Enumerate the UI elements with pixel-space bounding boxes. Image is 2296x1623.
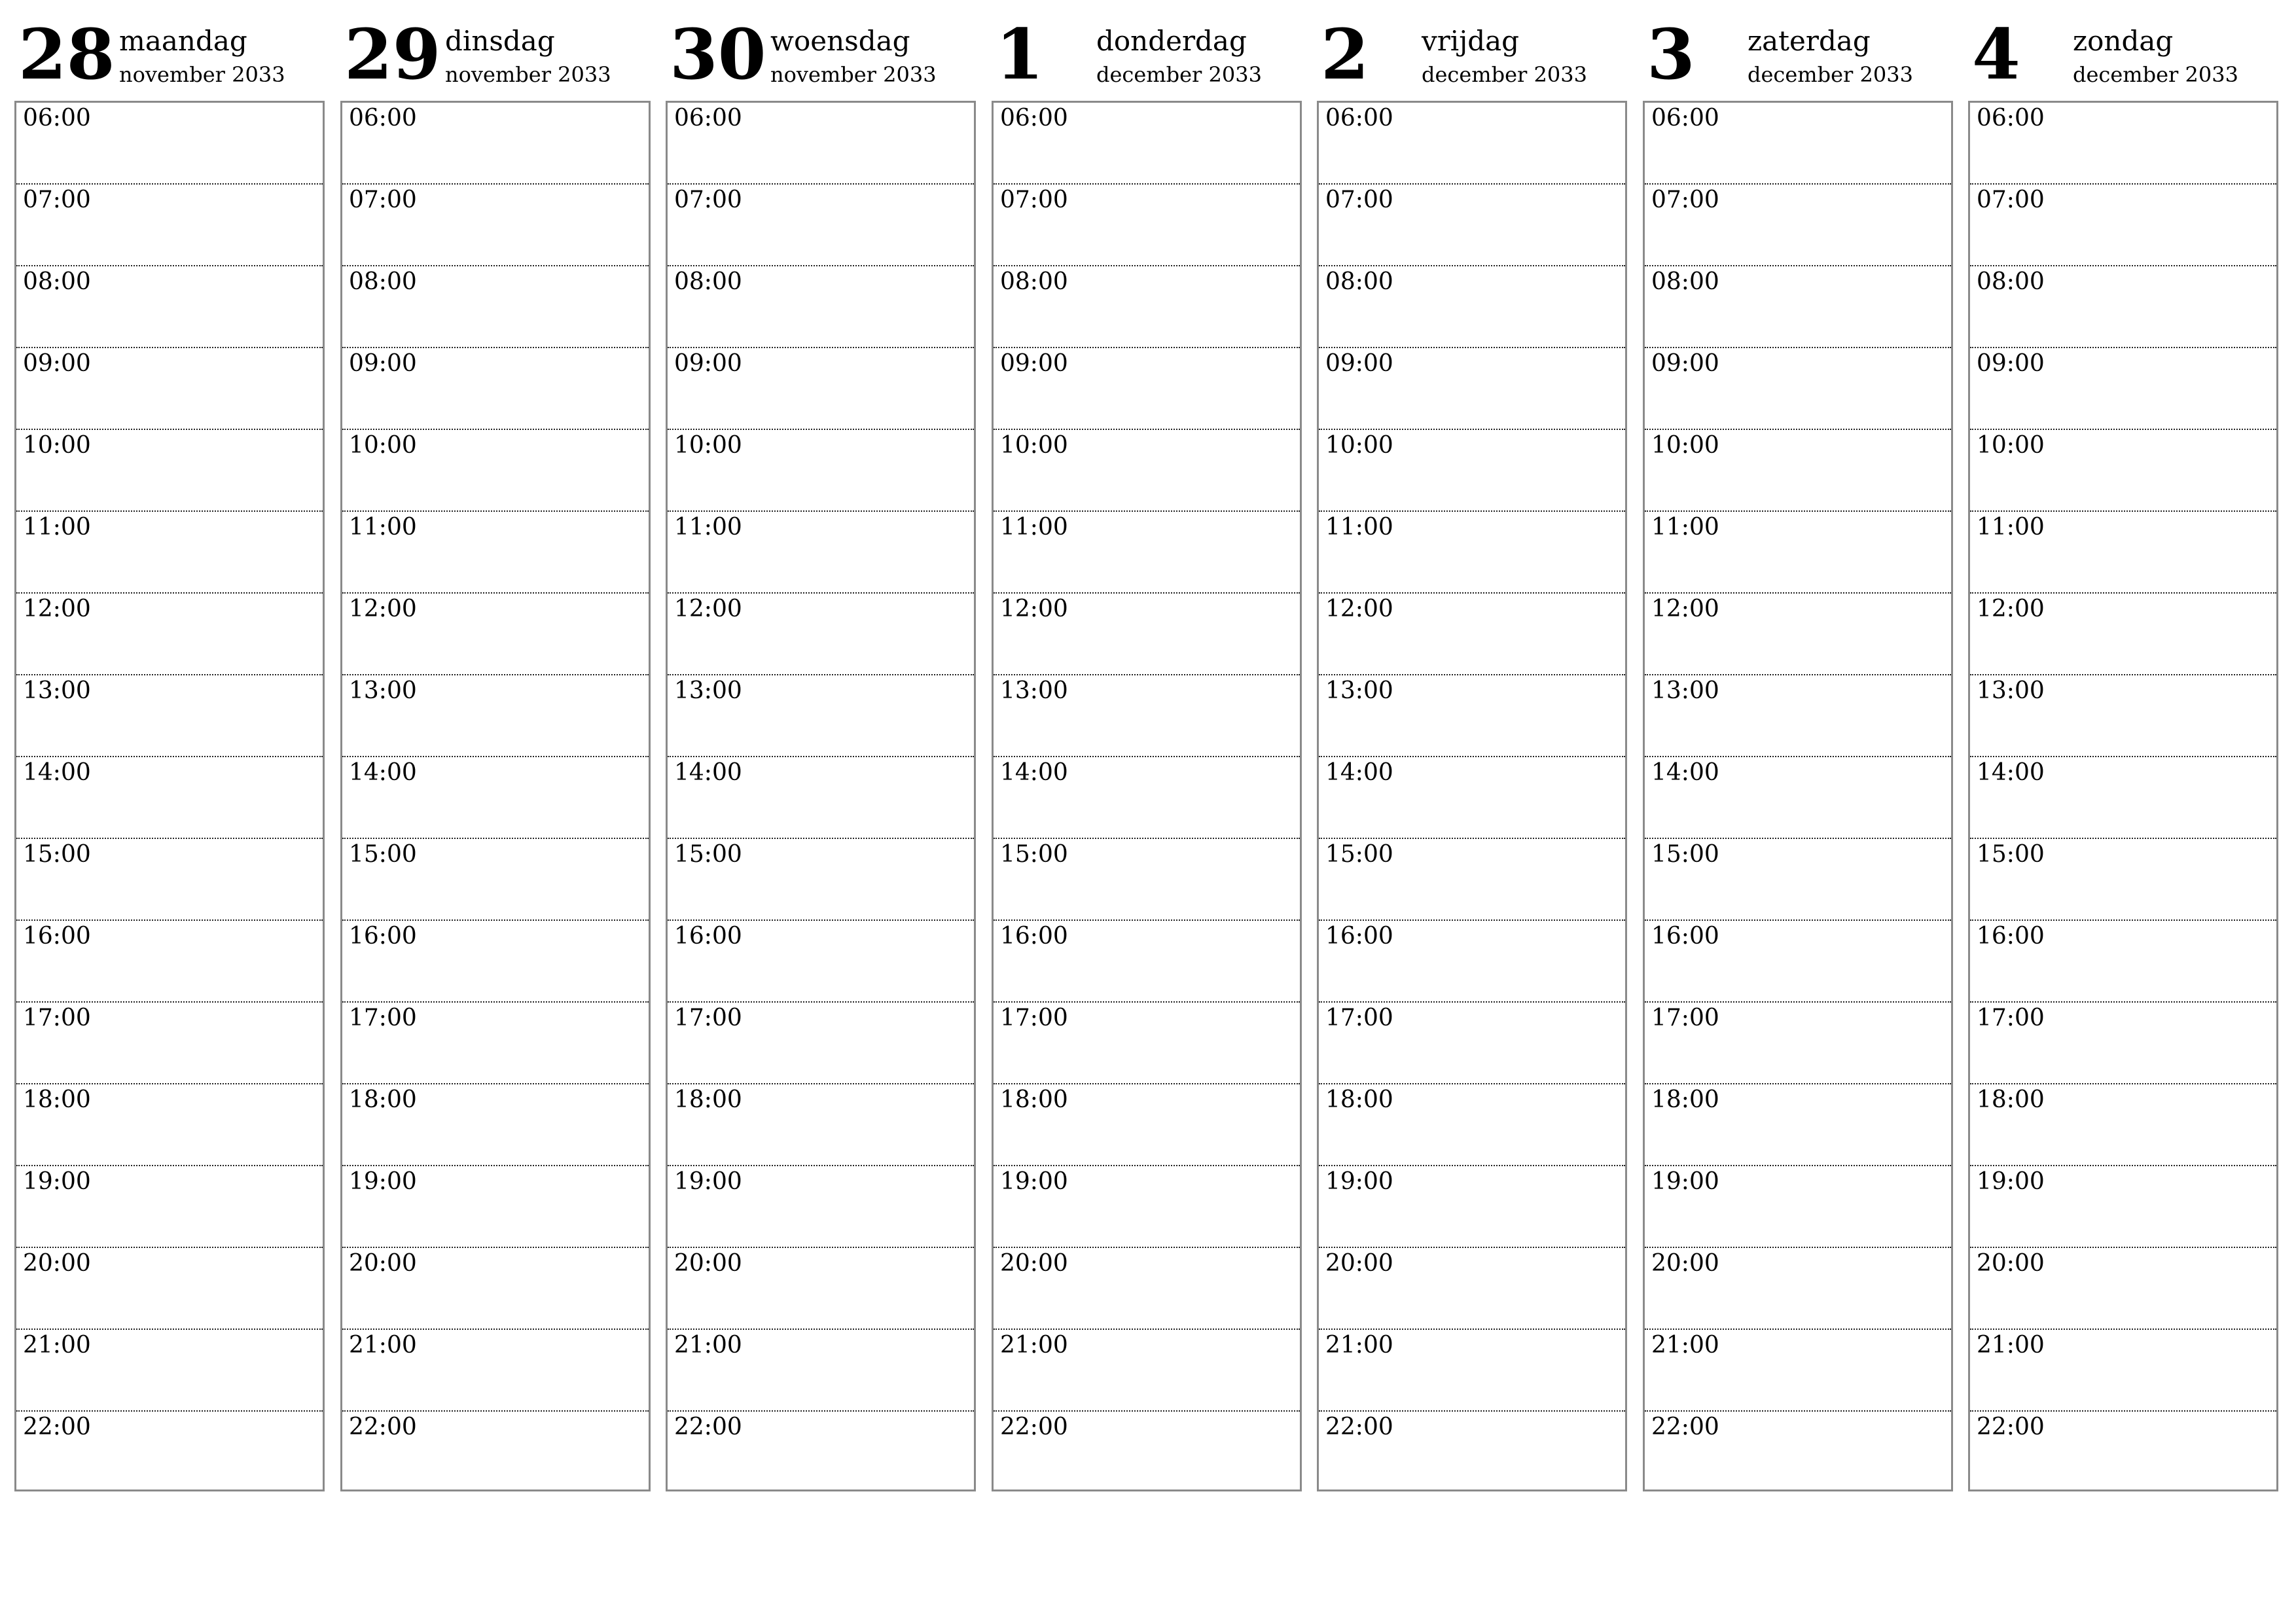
day-number: 29 — [344, 13, 441, 95]
hour-slot[interactable] — [1645, 512, 1951, 594]
hour-slot[interactable] — [994, 1248, 1300, 1330]
hour-label: 18:00 — [1651, 1086, 1719, 1113]
weekly-planner — [14, 14, 2292, 1507]
hour-label: 20:00 — [1325, 1250, 1393, 1277]
hour-slot[interactable] — [1645, 839, 1951, 921]
hour-slot[interactable] — [342, 1412, 649, 1493]
hour-slot[interactable] — [16, 103, 323, 185]
hour-label: 14:00 — [1977, 759, 2045, 786]
hour-slot[interactable] — [668, 266, 974, 348]
hour-label: 14:00 — [1325, 759, 1393, 786]
day-header — [1968, 14, 2281, 99]
hour-label: 14:00 — [674, 759, 742, 786]
hour-slot[interactable] — [342, 594, 649, 675]
hour-label: 17:00 — [1651, 1005, 1719, 1031]
hour-label: 09:00 — [1651, 350, 1719, 377]
hour-slot[interactable] — [1645, 1330, 1951, 1412]
hour-label: 09:00 — [349, 350, 417, 377]
hour-slot[interactable] — [16, 348, 323, 430]
hour-label: 15:00 — [349, 841, 417, 868]
day-schedule-box — [1968, 101, 2278, 1491]
hour-slot[interactable] — [994, 1003, 1300, 1084]
month-year: december 2033 — [1096, 62, 1262, 87]
hour-slot[interactable] — [668, 675, 974, 757]
hour-slot[interactable] — [668, 512, 974, 594]
hour-slot[interactable] — [16, 185, 323, 266]
hour-slot[interactable] — [994, 1084, 1300, 1166]
hour-slot[interactable] — [1970, 430, 2276, 512]
day-column — [14, 14, 327, 1507]
hour-label: 17:00 — [1000, 1005, 1068, 1031]
hour-label: 10:00 — [349, 432, 417, 459]
month-year: december 2033 — [1422, 62, 1587, 87]
hour-slot[interactable] — [1319, 1166, 1625, 1248]
hour-label: 18:00 — [1000, 1086, 1068, 1113]
hour-label: 10:00 — [674, 432, 742, 459]
hour-slot[interactable] — [994, 103, 1300, 185]
hour-slot[interactable] — [1319, 1330, 1625, 1412]
hour-label: 11:00 — [1651, 514, 1719, 541]
hour-slot[interactable] — [668, 103, 974, 185]
hour-slot[interactable] — [1319, 103, 1625, 185]
hour-label: 13:00 — [1000, 677, 1068, 704]
day-header — [14, 14, 327, 99]
hour-label: 06:00 — [1977, 105, 2045, 132]
hour-label: 06:00 — [349, 105, 417, 132]
hour-label: 10:00 — [1325, 432, 1393, 459]
hour-label: 13:00 — [674, 677, 742, 704]
day-column — [1317, 14, 1630, 1507]
hour-slot[interactable] — [994, 266, 1300, 348]
hour-slot[interactable] — [1319, 1248, 1625, 1330]
hour-slot[interactable] — [1970, 1003, 2276, 1084]
hour-label: 11:00 — [1977, 514, 2045, 541]
hour-label: 10:00 — [23, 432, 91, 459]
hour-label: 13:00 — [1977, 677, 2045, 704]
day-header — [340, 14, 653, 99]
hour-slot[interactable] — [1645, 103, 1951, 185]
hour-label: 14:00 — [1000, 759, 1068, 786]
day-number: 2 — [1321, 13, 1369, 95]
hour-slot[interactable] — [1970, 103, 2276, 185]
hour-label: 07:00 — [674, 187, 742, 213]
hour-slot[interactable] — [1645, 1248, 1951, 1330]
hour-label: 10:00 — [1977, 432, 2045, 459]
day-schedule-box — [666, 101, 976, 1491]
hour-slot[interactable] — [1319, 757, 1625, 839]
hour-slot[interactable] — [994, 512, 1300, 594]
hour-label: 06:00 — [674, 105, 742, 132]
hour-slot[interactable] — [16, 675, 323, 757]
hour-label: 16:00 — [1325, 923, 1393, 950]
hour-slot[interactable] — [342, 839, 649, 921]
hour-label: 17:00 — [1325, 1005, 1393, 1031]
hour-label: 19:00 — [674, 1168, 742, 1195]
hour-slot[interactable] — [342, 103, 649, 185]
hour-label: 19:00 — [1000, 1168, 1068, 1195]
hour-label: 21:00 — [1325, 1332, 1393, 1359]
hour-slot[interactable] — [1319, 594, 1625, 675]
month-year: december 2033 — [1748, 62, 1913, 87]
hour-label: 15:00 — [1977, 841, 2045, 868]
hour-slot[interactable] — [1319, 430, 1625, 512]
hour-label: 21:00 — [1651, 1332, 1719, 1359]
hour-slot[interactable] — [1970, 185, 2276, 266]
hour-slot[interactable] — [1970, 512, 2276, 594]
hour-slot[interactable] — [1319, 348, 1625, 430]
hour-slot[interactable] — [1645, 430, 1951, 512]
hour-label: 22:00 — [1000, 1414, 1068, 1440]
hour-label: 07:00 — [23, 187, 91, 213]
hour-label: 18:00 — [23, 1086, 91, 1113]
day-column — [1643, 14, 1956, 1507]
day-column — [666, 14, 978, 1507]
hour-label: 08:00 — [1000, 268, 1068, 295]
hour-label: 14:00 — [23, 759, 91, 786]
hour-slot[interactable] — [668, 921, 974, 1003]
hour-slot[interactable] — [16, 839, 323, 921]
hour-label: 20:00 — [1651, 1250, 1719, 1277]
hour-slot[interactable] — [1970, 1084, 2276, 1166]
hour-label: 16:00 — [1651, 923, 1719, 950]
hour-label: 16:00 — [1977, 923, 2045, 950]
hour-slot[interactable] — [342, 430, 649, 512]
hour-slot[interactable] — [668, 1248, 974, 1330]
hour-slot[interactable] — [994, 921, 1300, 1003]
hour-slot[interactable] — [16, 1166, 323, 1248]
hour-label: 15:00 — [1651, 841, 1719, 868]
hour-slot[interactable] — [1319, 921, 1625, 1003]
hour-slot[interactable] — [16, 1084, 323, 1166]
hour-slot[interactable] — [1645, 757, 1951, 839]
hour-label: 08:00 — [1977, 268, 2045, 295]
hour-slot[interactable] — [342, 512, 649, 594]
weekday-name: zaterdag — [1748, 25, 1871, 57]
hour-label: 07:00 — [1000, 187, 1068, 213]
hour-slot[interactable] — [668, 348, 974, 430]
hour-slot[interactable] — [1970, 348, 2276, 430]
hour-slot[interactable] — [1970, 1166, 2276, 1248]
hour-slot[interactable] — [342, 348, 649, 430]
hour-label: 08:00 — [674, 268, 742, 295]
hour-label: 10:00 — [1000, 432, 1068, 459]
hour-slot[interactable] — [342, 1248, 649, 1330]
hour-slot[interactable] — [1319, 675, 1625, 757]
hour-slot[interactable] — [342, 921, 649, 1003]
hour-label: 11:00 — [1000, 514, 1068, 541]
hour-slot[interactable] — [1970, 921, 2276, 1003]
hour-label: 21:00 — [1977, 1332, 2045, 1359]
hour-label: 17:00 — [674, 1005, 742, 1031]
hour-label: 06:00 — [1000, 105, 1068, 132]
hour-slot[interactable] — [668, 594, 974, 675]
hour-slot[interactable] — [994, 675, 1300, 757]
hour-label: 12:00 — [349, 596, 417, 622]
day-schedule-box — [340, 101, 651, 1491]
hour-slot[interactable] — [342, 757, 649, 839]
hour-slot[interactable] — [1645, 348, 1951, 430]
hour-slot[interactable] — [1319, 839, 1625, 921]
hour-label: 08:00 — [23, 268, 91, 295]
hour-slot[interactable] — [1970, 1248, 2276, 1330]
hour-label: 11:00 — [674, 514, 742, 541]
day-number: 1 — [996, 13, 1044, 95]
hour-slot[interactable] — [1970, 757, 2276, 839]
hour-slot[interactable] — [16, 1412, 323, 1493]
hour-label: 13:00 — [1325, 677, 1393, 704]
hour-label: 17:00 — [1977, 1005, 2045, 1031]
hour-label: 15:00 — [23, 841, 91, 868]
day-number: 4 — [1972, 13, 2020, 95]
hour-label: 21:00 — [349, 1332, 417, 1359]
day-schedule-box — [14, 101, 325, 1491]
day-number: 28 — [18, 13, 115, 95]
hour-label: 22:00 — [1651, 1414, 1719, 1440]
hour-label: 12:00 — [23, 596, 91, 622]
hour-slot[interactable] — [668, 1166, 974, 1248]
weekday-name: maandag — [119, 25, 247, 57]
hour-label: 19:00 — [1977, 1168, 2045, 1195]
hour-slot[interactable] — [1645, 1412, 1951, 1493]
hour-label: 17:00 — [349, 1005, 417, 1031]
weekday-name: donderdag — [1096, 25, 1247, 57]
day-schedule-box — [1643, 101, 1953, 1491]
hour-slot[interactable] — [16, 1003, 323, 1084]
hour-label: 07:00 — [349, 187, 417, 213]
hour-label: 12:00 — [1325, 596, 1393, 622]
hour-slot[interactable] — [1970, 266, 2276, 348]
hour-label: 13:00 — [1651, 677, 1719, 704]
hour-slot[interactable] — [342, 675, 649, 757]
hour-label: 06:00 — [23, 105, 91, 132]
hour-label: 06:00 — [1325, 105, 1393, 132]
weekday-name: vrijdag — [1422, 25, 1520, 57]
hour-label: 15:00 — [674, 841, 742, 868]
hour-label: 22:00 — [1977, 1414, 2045, 1440]
day-column — [1968, 14, 2281, 1507]
hour-slot[interactable] — [994, 348, 1300, 430]
hour-label: 17:00 — [23, 1005, 91, 1031]
hour-label: 16:00 — [674, 923, 742, 950]
hour-slot[interactable] — [1970, 1412, 2276, 1493]
hour-label: 09:00 — [1325, 350, 1393, 377]
hour-slot[interactable] — [16, 1248, 323, 1330]
hour-label: 11:00 — [23, 514, 91, 541]
hour-label: 11:00 — [349, 514, 417, 541]
hour-slot[interactable] — [16, 430, 323, 512]
hour-slot[interactable] — [342, 1003, 649, 1084]
hour-slot[interactable] — [16, 594, 323, 675]
weekday-name: zondag — [2073, 25, 2174, 57]
hour-label: 13:00 — [23, 677, 91, 704]
hour-slot[interactable] — [994, 1330, 1300, 1412]
hour-slot[interactable] — [342, 266, 649, 348]
hour-slot[interactable] — [668, 1330, 974, 1412]
hour-label: 18:00 — [349, 1086, 417, 1113]
day-header — [666, 14, 978, 99]
hour-slot[interactable] — [668, 1412, 974, 1493]
hour-label: 16:00 — [23, 923, 91, 950]
hour-slot[interactable] — [1645, 1003, 1951, 1084]
hour-label: 09:00 — [674, 350, 742, 377]
hour-slot[interactable] — [994, 839, 1300, 921]
hour-slot[interactable] — [1970, 675, 2276, 757]
hour-label: 22:00 — [23, 1414, 91, 1440]
hour-label: 21:00 — [674, 1332, 742, 1359]
hour-label: 09:00 — [1977, 350, 2045, 377]
hour-slot[interactable] — [1319, 1003, 1625, 1084]
hour-slot[interactable] — [1319, 1412, 1625, 1493]
hour-label: 16:00 — [1000, 923, 1068, 950]
hour-slot[interactable] — [1319, 1084, 1625, 1166]
weekday-name: dinsdag — [445, 25, 555, 57]
hour-label: 16:00 — [349, 923, 417, 950]
hour-slot[interactable] — [1319, 512, 1625, 594]
hour-slot[interactable] — [16, 512, 323, 594]
hour-label: 21:00 — [1000, 1332, 1068, 1359]
hour-slot[interactable] — [1645, 185, 1951, 266]
hour-slot[interactable] — [668, 1003, 974, 1084]
month-year: november 2033 — [119, 62, 285, 87]
hour-label: 18:00 — [1977, 1086, 2045, 1113]
hour-label: 22:00 — [1325, 1414, 1393, 1440]
hour-label: 12:00 — [674, 596, 742, 622]
hour-label: 22:00 — [674, 1414, 742, 1440]
hour-label: 18:00 — [674, 1086, 742, 1113]
hour-slot[interactable] — [994, 1166, 1300, 1248]
hour-label: 15:00 — [1000, 841, 1068, 868]
hour-label: 22:00 — [349, 1414, 417, 1440]
day-number: 30 — [670, 13, 766, 95]
hour-label: 10:00 — [1651, 432, 1719, 459]
hour-label: 12:00 — [1000, 596, 1068, 622]
hour-slot[interactable] — [1645, 1166, 1951, 1248]
day-number: 3 — [1647, 13, 1695, 95]
hour-label: 12:00 — [1651, 596, 1719, 622]
hour-label: 07:00 — [1325, 187, 1393, 213]
hour-slot[interactable] — [342, 185, 649, 266]
hour-label: 08:00 — [1325, 268, 1393, 295]
day-header — [1643, 14, 1956, 99]
hour-slot[interactable] — [668, 839, 974, 921]
hour-slot[interactable] — [16, 757, 323, 839]
hour-label: 09:00 — [1000, 350, 1068, 377]
hour-label: 21:00 — [23, 1332, 91, 1359]
hour-label: 20:00 — [1000, 1250, 1068, 1277]
day-header — [1317, 14, 1630, 99]
hour-slot[interactable] — [1319, 266, 1625, 348]
hour-slot[interactable] — [994, 185, 1300, 266]
day-header — [992, 14, 1304, 99]
hour-label: 20:00 — [23, 1250, 91, 1277]
hour-label: 11:00 — [1325, 514, 1393, 541]
hour-slot[interactable] — [994, 757, 1300, 839]
hour-slot[interactable] — [668, 757, 974, 839]
day-column — [992, 14, 1304, 1507]
hour-label: 19:00 — [23, 1168, 91, 1195]
hour-label: 20:00 — [1977, 1250, 2045, 1277]
hour-slot[interactable] — [1645, 266, 1951, 348]
day-schedule-box — [1317, 101, 1627, 1491]
hour-slot[interactable] — [1645, 594, 1951, 675]
month-year: december 2033 — [2073, 62, 2238, 87]
hour-label: 12:00 — [1977, 596, 2045, 622]
hour-label: 14:00 — [1651, 759, 1719, 786]
hour-slot[interactable] — [994, 594, 1300, 675]
hour-slot[interactable] — [1319, 185, 1625, 266]
hour-label: 20:00 — [349, 1250, 417, 1277]
hour-label: 18:00 — [1325, 1086, 1393, 1113]
hour-label: 20:00 — [674, 1250, 742, 1277]
hour-label: 19:00 — [1325, 1168, 1393, 1195]
hour-slot[interactable] — [16, 1330, 323, 1412]
hour-label: 19:00 — [349, 1168, 417, 1195]
hour-slot[interactable] — [16, 921, 323, 1003]
month-year: november 2033 — [445, 62, 611, 87]
month-year: november 2033 — [770, 62, 937, 87]
weekday-name: woensdag — [770, 25, 910, 57]
hour-label: 19:00 — [1651, 1168, 1719, 1195]
hour-label: 08:00 — [349, 268, 417, 295]
hour-slot[interactable] — [1970, 1330, 2276, 1412]
hour-slot[interactable] — [1645, 921, 1951, 1003]
hour-slot[interactable] — [994, 430, 1300, 512]
hour-label: 13:00 — [349, 677, 417, 704]
hour-label: 07:00 — [1977, 187, 2045, 213]
day-column — [340, 14, 653, 1507]
hour-slot[interactable] — [668, 430, 974, 512]
hour-label: 07:00 — [1651, 187, 1719, 213]
hour-slot[interactable] — [342, 1330, 649, 1412]
hour-slot[interactable] — [16, 266, 323, 348]
hour-slot[interactable] — [342, 1166, 649, 1248]
hour-slot[interactable] — [668, 185, 974, 266]
hour-slot[interactable] — [994, 1412, 1300, 1493]
hour-label: 06:00 — [1651, 105, 1719, 132]
hour-label: 09:00 — [23, 350, 91, 377]
hour-slot[interactable] — [668, 1084, 974, 1166]
hour-slot[interactable] — [342, 1084, 649, 1166]
hour-slot[interactable] — [1970, 594, 2276, 675]
hour-label: 14:00 — [349, 759, 417, 786]
hour-slot[interactable] — [1970, 839, 2276, 921]
day-schedule-box — [992, 101, 1302, 1491]
hour-slot[interactable] — [1645, 1084, 1951, 1166]
hour-slot[interactable] — [1645, 675, 1951, 757]
hour-label: 15:00 — [1325, 841, 1393, 868]
hour-label: 08:00 — [1651, 268, 1719, 295]
